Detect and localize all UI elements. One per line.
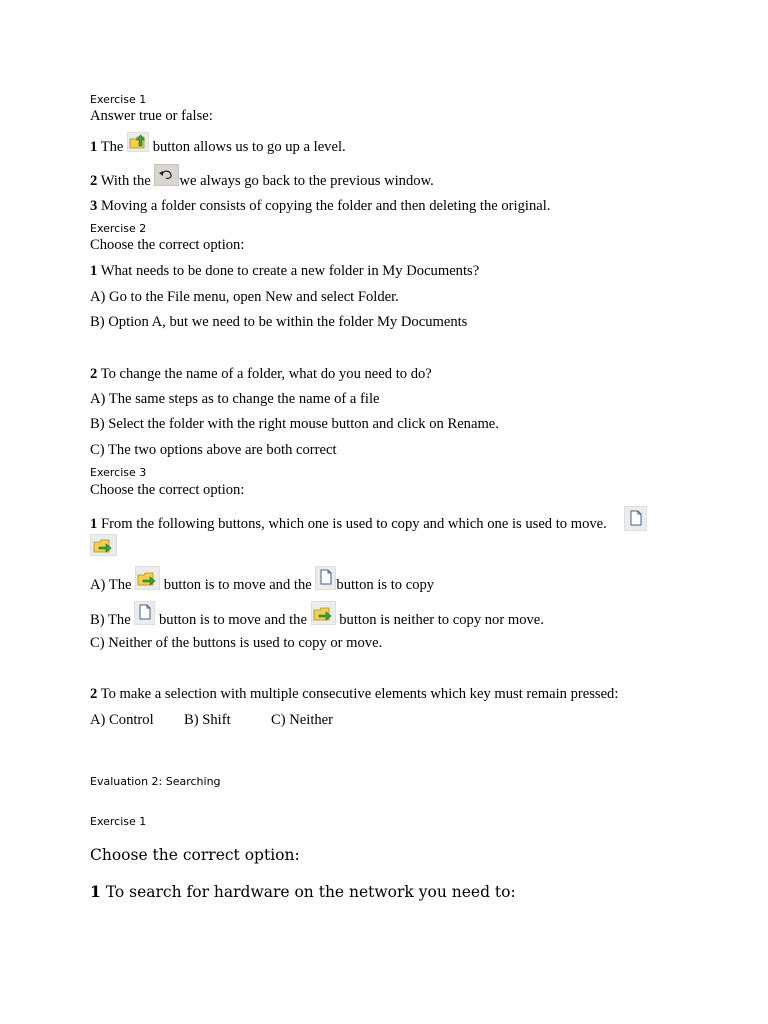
question-text: Moving a folder consists of copying the folder and then deleting the original. bbox=[100, 198, 551, 214]
ex1-question-2 bbox=[90, 164, 434, 190]
question-number: 2 bbox=[90, 686, 98, 702]
question-text: To change the name of a folder, what do you need to do? bbox=[100, 366, 432, 382]
exercise-3-heading: Exercise 3 bbox=[90, 466, 147, 479]
question-text-pre: With the bbox=[100, 173, 151, 189]
question-number: 1 bbox=[90, 263, 98, 279]
ex2-question-2 bbox=[90, 366, 432, 383]
question-number: 3 bbox=[90, 198, 98, 214]
copy-icon bbox=[134, 601, 155, 625]
question-number: 1 bbox=[90, 516, 98, 532]
question-text: To search for hardware on the network you need to: bbox=[105, 883, 516, 901]
ex2-q1-option-b: B) Option A, but we need to be within the folder My Documents bbox=[90, 314, 468, 330]
eval2-question-1 bbox=[90, 882, 516, 901]
ex3-q2-option-c: C) Neither bbox=[271, 712, 334, 728]
ex2-q2-option-a: A) The same steps as to change the name of a file bbox=[90, 391, 380, 407]
evaluation-2-title: Evaluation 2: Searching bbox=[90, 775, 221, 788]
option-text-mid: button is to move and the bbox=[158, 612, 307, 628]
ex3-q1-option-a bbox=[90, 566, 434, 594]
option-text-mid: button is to move and the bbox=[163, 577, 312, 593]
ex2-question-1 bbox=[90, 263, 479, 280]
copy-icon bbox=[624, 506, 647, 531]
ex3-q2-option-a: A) Control bbox=[90, 712, 154, 728]
ex2-q2-option-b: B) Select the folder with the right mouse button and click on Rename. bbox=[90, 416, 499, 432]
folder-up-icon bbox=[127, 132, 149, 152]
ex1-question-3 bbox=[90, 198, 550, 215]
exercise-1-heading: Exercise 1 bbox=[90, 93, 147, 106]
ex3-q1-option-c: C) Neither of the buttons is used to copy or move. bbox=[90, 635, 383, 651]
option-text-pre: A) The bbox=[90, 577, 132, 593]
ex2-q2-option-c: C) The two options above are both correct bbox=[90, 442, 337, 458]
ex2-q1-option-a: A) Go to the File menu, open New and select Folder. bbox=[90, 289, 399, 305]
copy-icon bbox=[315, 566, 336, 590]
question-text: What needs to be done to create a new folder in My Documents? bbox=[100, 263, 480, 279]
exercise-3-instruction: Choose the correct option: bbox=[90, 482, 245, 498]
move-icon bbox=[90, 534, 117, 556]
question-number: 2 bbox=[90, 173, 98, 189]
ex3-question-1 bbox=[90, 516, 607, 533]
ex3-q1-option-b bbox=[90, 601, 544, 629]
question-number: 1 bbox=[90, 139, 98, 155]
question-text-post: we always go back to the previous window. bbox=[179, 173, 434, 189]
ex3-question-2 bbox=[90, 686, 618, 703]
question-number: 2 bbox=[90, 366, 98, 382]
ex3-q2-option-b: B) Shift bbox=[184, 712, 231, 728]
option-text-post: button is to copy bbox=[336, 577, 435, 593]
question-text-pre: The bbox=[100, 139, 124, 155]
eval2-exercise-1-heading: Exercise 1 bbox=[90, 815, 147, 828]
question-number: 1 bbox=[90, 882, 101, 901]
exercise-2-heading: Exercise 2 bbox=[90, 222, 147, 235]
option-text-pre: B) The bbox=[90, 612, 131, 628]
exercise-1-instruction: Answer true or false: bbox=[90, 108, 213, 124]
question-text-post: button allows us to go up a level. bbox=[152, 139, 346, 155]
question-text: To make a selection with multiple consecutive elements which key must remain pressed: bbox=[100, 686, 619, 702]
ex1-question-1 bbox=[90, 132, 346, 156]
question-text: From the following buttons, which one is used to copy and which one is used to move. bbox=[100, 516, 607, 532]
eval2-exercise-1-instruction: Choose the correct option: bbox=[90, 846, 300, 864]
move-icon bbox=[135, 566, 160, 590]
move-icon bbox=[311, 601, 336, 625]
option-text-post: button is neither to copy nor move. bbox=[339, 612, 544, 628]
back-icon bbox=[154, 164, 179, 186]
exercise-2-instruction: Choose the correct option: bbox=[90, 237, 245, 253]
